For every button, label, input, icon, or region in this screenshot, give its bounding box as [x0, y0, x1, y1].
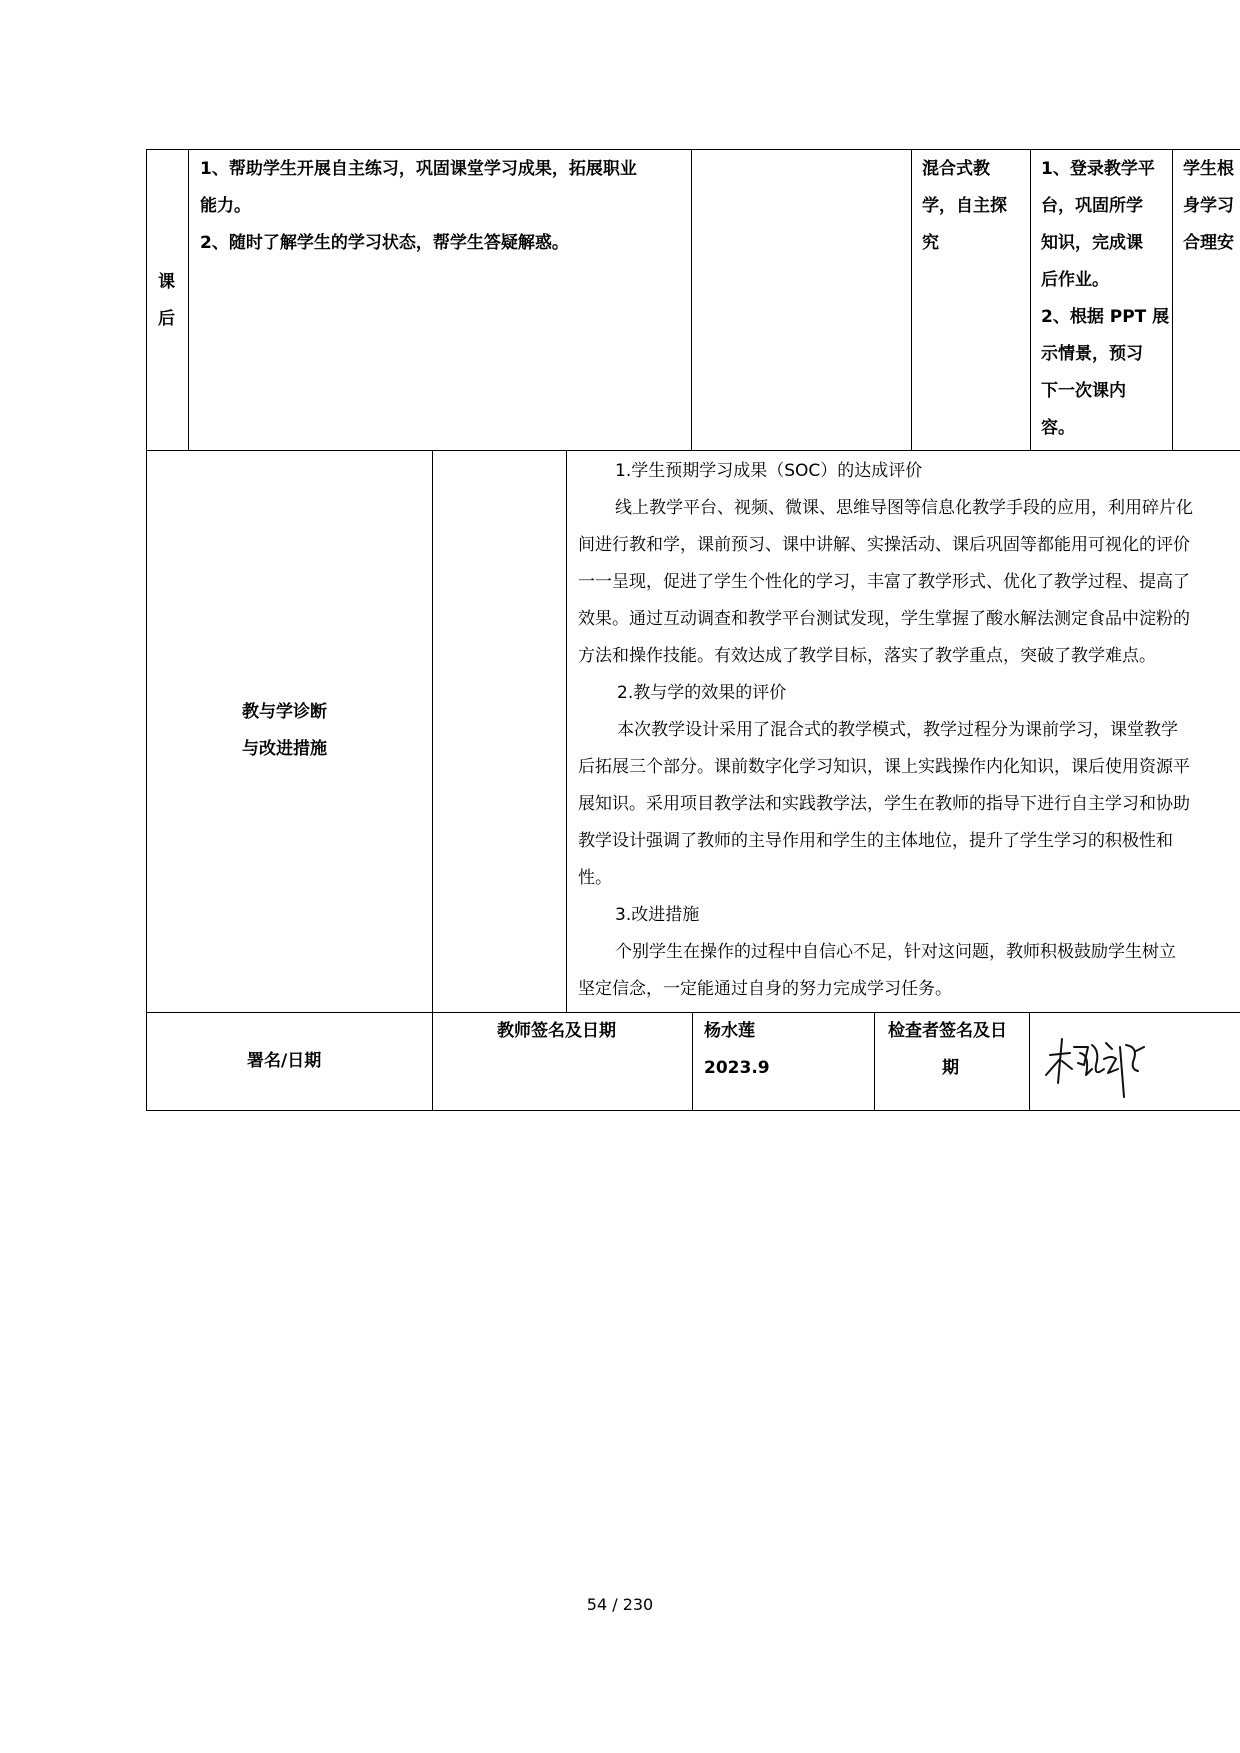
student-activity-line: 2、根据 PPT 展	[1041, 307, 1170, 327]
teacher-name: 杨水莲	[704, 1021, 755, 1041]
evaluation-heading: 2.教与学的效果的评价	[617, 683, 787, 703]
teacher-sign-label: 教师签名及日期	[497, 1021, 616, 1041]
student-activity-line: 台，巩固所学	[1041, 196, 1143, 216]
diagnosis-content	[567, 451, 1240, 1011]
section-label-char-1: 课	[158, 272, 175, 292]
design-intent-line: 学生根	[1183, 159, 1234, 179]
diagnosis-label-line: 教与学诊断	[242, 702, 327, 722]
paragraph-line: 坚定信念，一定能通过自身的努力完成学习任务。	[578, 979, 952, 999]
student-activity-line: 容。	[1041, 418, 1075, 438]
student-activity-line: 后作业。	[1041, 270, 1109, 290]
student-activity-line: 1、登录教学平	[1041, 159, 1155, 179]
checker-label-line: 检查者签名及日	[888, 1021, 1007, 1041]
method-line: 学，自主探	[922, 196, 1007, 216]
design-intent-line: 合理安	[1183, 233, 1234, 253]
paragraph-line: 教学设计强调了教师的主导作用和学生的主体地位，提升了学生学习的积极性和	[578, 831, 1173, 851]
student-activity-line: 知识，完成课	[1041, 233, 1143, 253]
paragraph-line: 间进行教和学，课前预习、课中讲解、实操活动、课后巩固等都能用可视化的评价	[578, 535, 1190, 555]
method-line: 究	[922, 233, 939, 253]
student-activity-line: 示情景，预习	[1041, 344, 1143, 364]
paragraph-line: 方法和操作技能。有效达成了教学目标，落实了教学重点，突破了教学难点。	[578, 646, 1156, 666]
soc-heading: 1.学生预期学习成果（SOC）的达成评价	[615, 461, 923, 481]
section-label-char-2: 后	[158, 309, 175, 329]
improvement-heading: 3.改进措施	[615, 905, 700, 925]
paragraph-line: 展知识。采用项目教学法和实践教学法，学生在教师的指导下进行自主学习和协助	[578, 794, 1190, 814]
page-number: 54 / 230	[586, 1595, 654, 1614]
diagnosis-label-line: 与改进措施	[242, 739, 327, 759]
handwritten-signature	[1040, 1025, 1160, 1105]
paragraph-line: 一一呈现，促进了学生个性化的学习，丰富了教学形式、优化了教学过程、提高了	[578, 572, 1190, 592]
teacher-activity-line: 能力。	[200, 196, 251, 216]
paragraph-line: 性。	[578, 868, 612, 888]
design-intent-line: 身学习	[1183, 196, 1234, 216]
signature-row-label: 署名/日期	[247, 1051, 322, 1071]
paragraph-line: 后拓展三个部分。课前数字化学习知识，课上实践操作内化知识，课后使用资源平	[578, 757, 1190, 777]
paragraph-line: 线上教学平台、视频、微课、思维导图等信息化教学手段的应用，利用碎片化	[615, 498, 1193, 518]
student-activity-line: 下一次课内	[1041, 381, 1126, 401]
paragraph-line: 个别学生在操作的过程中自信心不足，针对这问题，教师积极鼓励学生树立	[615, 942, 1176, 962]
method-line: 混合式教	[922, 159, 990, 179]
checker-label-line: 期	[942, 1058, 959, 1078]
design-intent-cell	[1173, 150, 1240, 270]
teacher-activity-line: 1、帮助学生开展自主练习，巩固课堂学习成果，拓展职业	[200, 159, 637, 179]
teacher-activity-line: 2、随时了解学生的学习状态，帮学生答疑解惑。	[200, 233, 569, 253]
paragraph-line: 效果。通过互动调查和教学平台测试发现，学生掌握了酸水解法测定食品中淀粉的	[578, 609, 1190, 629]
sign-date: 2023.9	[704, 1058, 770, 1078]
paragraph-line: 本次教学设计采用了混合式的教学模式，教学过程分为课前学习，课堂教学	[617, 720, 1178, 740]
